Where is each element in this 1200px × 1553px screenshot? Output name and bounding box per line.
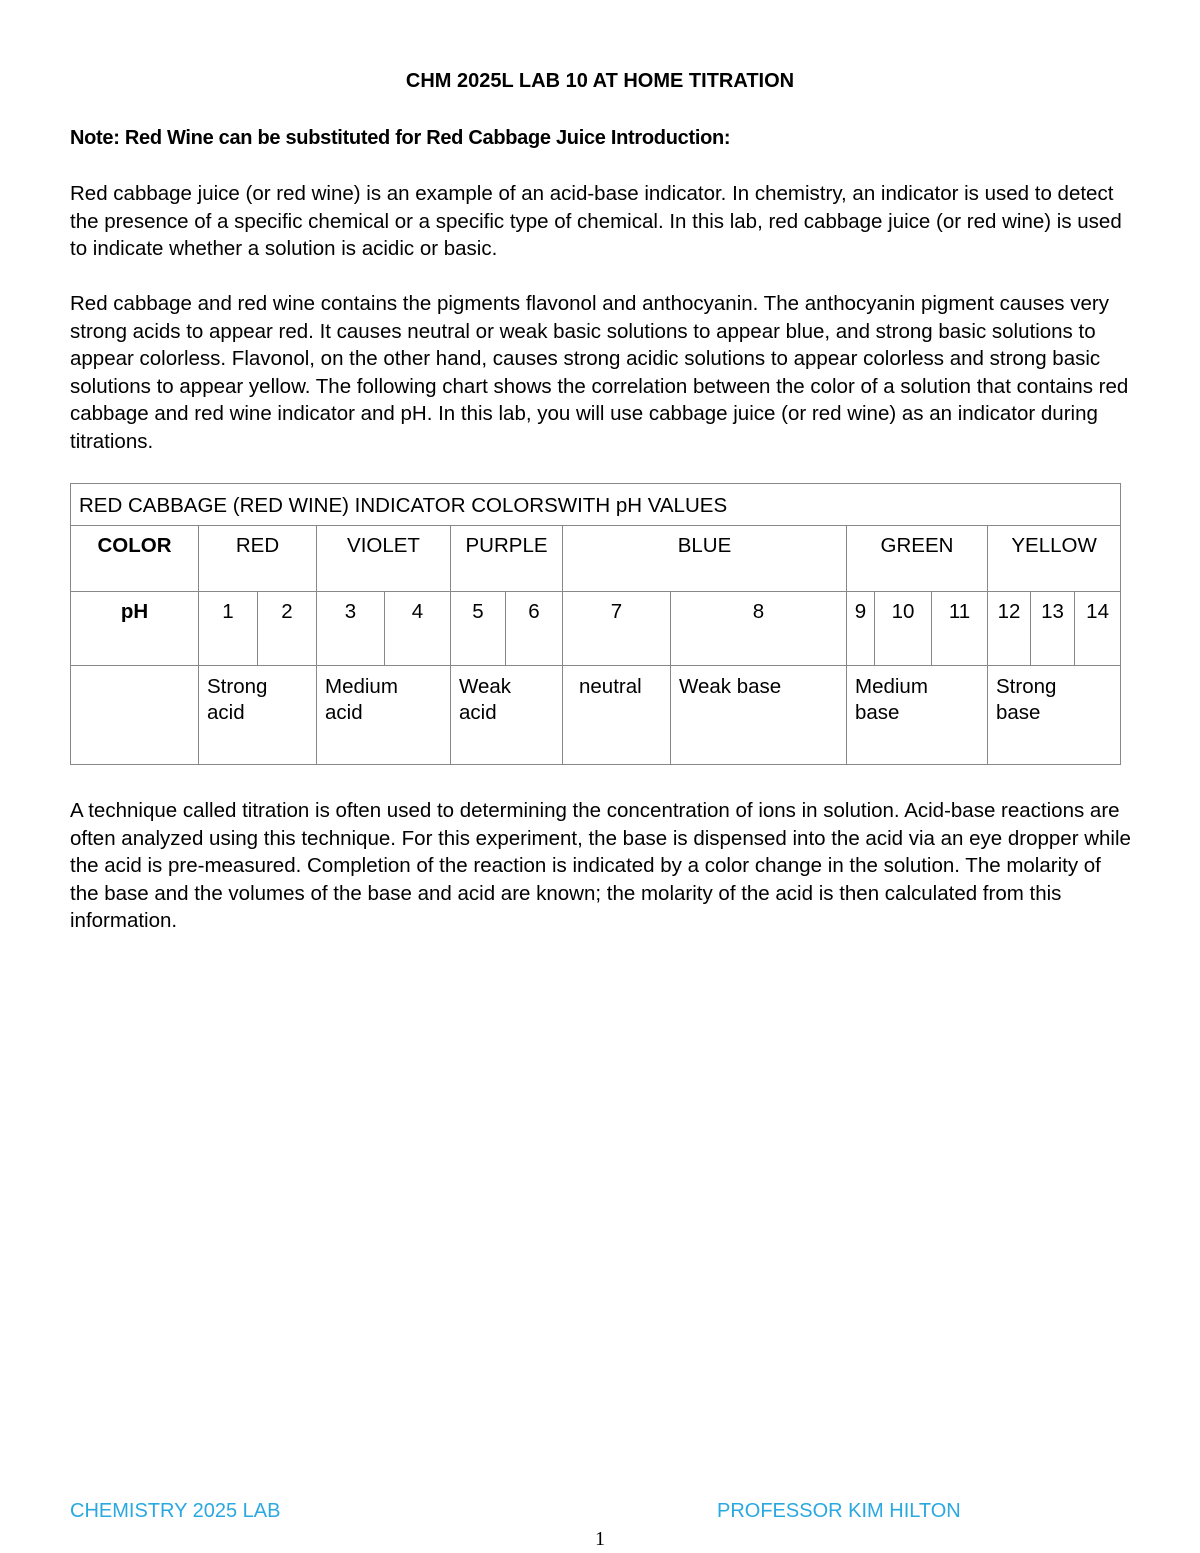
ph-cell: 9 — [847, 592, 875, 666]
ph-cell: 2 — [258, 592, 317, 666]
ph-cell: 14 — [1075, 592, 1121, 666]
ph-cell: 6 — [506, 592, 563, 666]
footer-professor: PROFESSOR KIM HILTON — [717, 1500, 961, 1522]
ph-cell: 12 — [988, 592, 1031, 666]
color-cell-red: RED — [199, 526, 317, 592]
desc-weak-base: Weak base — [671, 666, 847, 765]
note-heading: Note: Red Wine can be substituted for Red Cabbage Juice Introduction: — [70, 127, 731, 149]
color-cell-blue: BLUE — [563, 526, 847, 592]
titration-paragraph: A technique called titration is often used to determining the concentration of ions in solution. Acid-base reactions are often analyzed using this technique. For this experiment, the base is dispensed into the acid via an eye dropper while the acid is pre-measured. Completion of the reaction is indicated by a color change in the solution. The molarity of the base and the volumes of the base and acid are known; the molarity of the acid is then calculated from this information. — [70, 799, 1131, 932]
desc-weak-acid: Weak acid — [451, 666, 563, 765]
color-cell-violet: VIOLET — [317, 526, 451, 592]
ph-cell: 11 — [932, 592, 988, 666]
desc-strong-acid: Strong acid — [199, 666, 317, 765]
color-cell-green: GREEN — [847, 526, 988, 592]
ph-label: pH — [71, 592, 199, 666]
desc-strong-base: Strong base — [988, 666, 1121, 765]
indicator-color-table — [70, 483, 1121, 765]
color-label: COLOR — [71, 526, 199, 592]
ph-cell: 3 — [317, 592, 385, 666]
ph-cell: 10 — [875, 592, 932, 666]
page-number: 1 — [595, 1528, 605, 1550]
color-cell-yellow: YELLOW — [988, 526, 1121, 592]
ph-cell: 7 — [563, 592, 671, 666]
desc-medium-base: Medium base — [847, 666, 988, 765]
table-caption: RED CABBAGE (RED WINE) INDICATOR COLORSWITH pH VALUES — [71, 484, 1121, 526]
desc-medium-acid: Medium acid — [317, 666, 451, 765]
ph-cell: 4 — [385, 592, 451, 666]
ph-cell: 5 — [451, 592, 506, 666]
desc-neutral: neutral — [563, 666, 671, 765]
ph-cell: 13 — [1031, 592, 1075, 666]
ph-cell: 1 — [199, 592, 258, 666]
footer-course: CHEMISTRY 2025 LAB — [70, 1500, 281, 1522]
intro-paragraph-2: Red cabbage and red wine contains the pigments flavonol and anthocyanin. The anthocyanin pigment causes very strong acids to appear red. It causes neutral or weak basic solutions to appear blue, and strong basic solutions to appear colorless. Flavonol, on the other hand, causes strong acidic solutions to appear colorless and strong basic solutions to appear yellow. The following chart shows the correlation between the color of a solution that contains red cabbage and red wine indicator and pH. In this lab, you will use cabbage juice (or red wine) as an indicator during titrations. — [70, 292, 1129, 453]
intro-paragraph-1: Red cabbage juice (or red wine) is an example of an acid-base indicator. In chemistry, an indicator is used to detect the presence of a specific chemical or a specific type of chemical. In this lab, red cabbage juice (or red wine) is used to indicate whether a solution is acidic or basic. — [70, 182, 1122, 260]
document-title: CHM 2025L LAB 10 AT HOME TITRATION — [405, 70, 795, 92]
color-cell-purple: PURPLE — [451, 526, 563, 592]
empty-cell — [71, 666, 199, 765]
ph-cell: 8 — [671, 592, 847, 666]
